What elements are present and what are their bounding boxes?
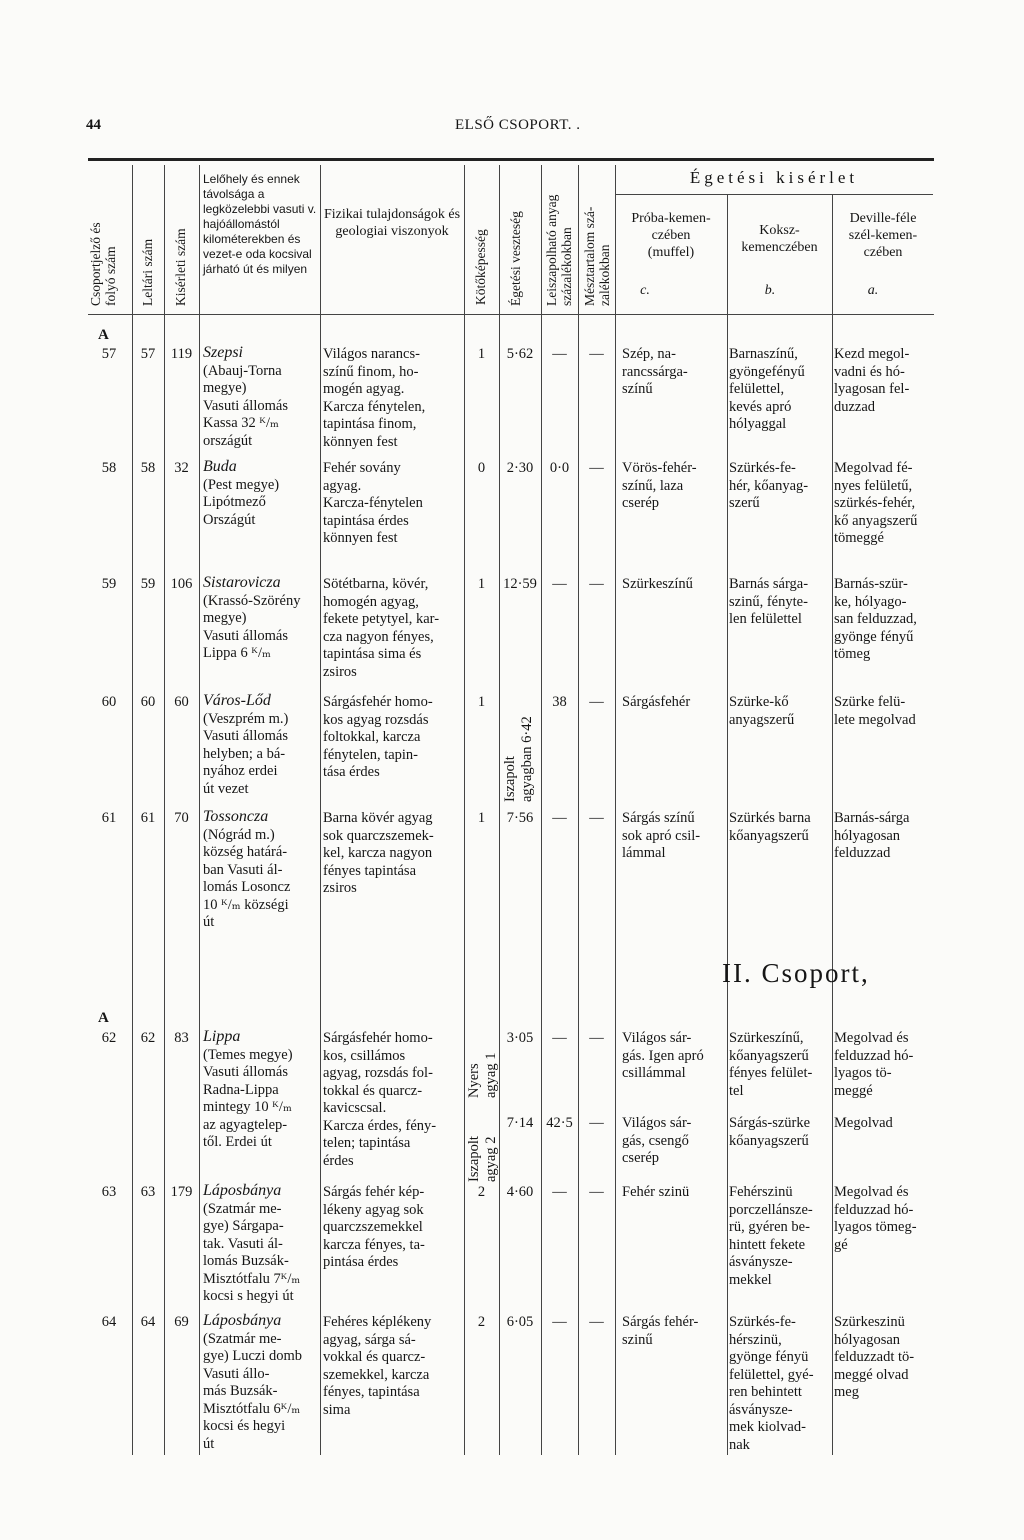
cell-lelohely: [203, 1312, 321, 1453]
cell-koksz: Barnaszínű, gyöngefényű felülettel, kevés apró hólyaggal: [729, 346, 805, 432]
cell-egetesi: 12·59: [503, 576, 537, 592]
cell-mesz: —: [589, 694, 604, 710]
place-detail: (Abauj-Torna megye) Vasuti állomás Kassa 32 ᴷ/ₘ országút: [203, 362, 288, 449]
cell-egetesi: 7·56: [506, 810, 534, 826]
header-proba-letter: c.: [640, 283, 650, 298]
header-egetesi-veszteseg: Égetési veszteség: [508, 211, 523, 306]
header-mesztartalom: Mésztartalom szá- zalékokban: [582, 206, 612, 306]
cell-deville: Megolvad: [834, 1115, 893, 1131]
cell-kiserleti: 119: [170, 346, 193, 362]
cell-deville: Szürke felü- lete megolvad: [834, 694, 916, 728]
cell-leltari: 64: [140, 1314, 156, 1330]
cell-leiszap: 0·0: [549, 460, 570, 476]
place-detail: (Nógrád m.) község határá- ban Vasuti ál- lomás Losoncz 10 ᴷ/ₘ községi út: [203, 826, 291, 930]
cell-leltari: 60: [140, 694, 156, 710]
cell-deville: Barnás-sárga hólyagosan felduzzad: [834, 810, 910, 861]
header-koksz: Koksz- kemenczében: [741, 223, 818, 255]
cell-leltari: 62: [140, 1030, 156, 1046]
cell-fizikai: Sárgásfehér homo- kos agyag rozsdás foltokkal, karcza fénytelen, tapin- tása érdes: [323, 694, 433, 780]
cell-lelohely: [203, 458, 321, 529]
cell-proba: Világos sár- gás. Igen apró csillámmal: [622, 1030, 704, 1081]
cell-egetesi: 5·62: [506, 346, 534, 362]
place-name: Szepsi: [203, 344, 243, 361]
cell-fizikai: Sötétbarna, kövér, homogén agyag, fekete petytyel, kar- cza nagyon fényes, tapintása sima és zsiros: [323, 576, 440, 680]
header-bottom-rule: [88, 314, 934, 315]
page-number: 44: [86, 117, 101, 133]
cell-mesz: —: [589, 1314, 604, 1330]
cell-egetesi: 6·05: [506, 1314, 534, 1330]
place-name: Város-Lőd: [203, 692, 271, 709]
cell-kiserleti: 106: [170, 576, 193, 592]
cell-lelohely: [203, 692, 321, 798]
place-name: Lippa: [203, 1028, 241, 1045]
cell-csoport: 59: [101, 576, 117, 592]
cell-lelohely: [203, 1028, 321, 1152]
cell-kiserleti: 179: [170, 1184, 193, 1200]
header-kiserleti: Kisérleti szám: [173, 228, 188, 306]
cell-koksz: Barnás sárga- szinű, fényte- len felülettel: [729, 576, 809, 627]
group-title: II. Csoport,: [722, 958, 870, 988]
cell-mesz: —: [589, 346, 604, 362]
cell-kiserleti: 32: [174, 460, 189, 476]
cell-fizikai: Fehéres képlékeny agyag, sárga sá- vokkal és quarcz- szemekkel, karcza fényes, tapintása sima: [323, 1314, 432, 1418]
cell-leiszap: 38: [552, 694, 567, 710]
place-detail: (Veszprém m.) Vasuti állomás helyben; a bá- nyához erdei út vezet: [203, 710, 289, 797]
cell-kiserleti: 60: [174, 694, 189, 710]
cell-mesz: —: [589, 1115, 604, 1131]
cell-koksz: Szürke-kő anyagszerű: [729, 694, 795, 728]
cell-csoport: 57: [101, 346, 117, 362]
place-name: Láposbánya: [203, 1312, 282, 1329]
col-rule: [615, 165, 616, 1455]
cell-leiszap: —: [552, 1030, 567, 1046]
top-rule: [88, 158, 934, 161]
cell-koto: 2: [477, 1314, 486, 1330]
cell-leiszap: 42·5: [546, 1115, 573, 1131]
cell-koksz: Fehérszinü porczellánsze- rü, gyéren be- hintett fekete ásványsze- mekkel: [729, 1184, 813, 1288]
header-lelohely: Lelőhely és ennek távolsága a legközelebbi vasuti v. hajóállomástól kilométerekben és vezet-e oda kocsival járható út és milyen: [203, 172, 317, 276]
cell-proba: Fehér szinü: [622, 1184, 690, 1200]
cell-mesz: —: [589, 1184, 604, 1200]
cell-kiserleti: 70: [174, 810, 189, 826]
header-csoport: Csoportjelző és folyó szám: [88, 222, 118, 306]
cell-leiszap: —: [552, 1184, 567, 1200]
cell-mesz: —: [589, 576, 604, 592]
cell-koto-vertical: Nyers agyag 1: [466, 1052, 499, 1098]
cell-fizikai: Világos narancs- színű finom, ho- mogén agyag. Karcza fénytelen, tapintása finom, könnyen fest: [323, 346, 426, 450]
col-rule: [727, 195, 728, 1455]
cell-leiszap: —: [552, 576, 567, 592]
cell-csoport: 60: [101, 694, 117, 710]
place-detail: (Krassó-Szörény megye) Vasuti állomás Lippa 6 ᴷ/ₘ: [203, 592, 301, 661]
section-mark-a: A: [98, 1010, 109, 1026]
cell-mesz: —: [589, 460, 604, 476]
cell-fizikai: Sárgás fehér kép- lékeny agyag sok quarczszemekkel karcza fényes, ta- pintása érdes: [323, 1184, 425, 1270]
cell-egetesi: 7·14: [506, 1115, 534, 1131]
header-deville: Deville-féle szél-kemen- czében: [848, 211, 918, 260]
cell-csoport: 63: [101, 1184, 117, 1200]
place-name: Tossoncza: [203, 808, 269, 825]
header-leltari: Leltári szám: [140, 238, 155, 306]
cell-proba: Sárgás színű sok apró csil- lámmal: [622, 810, 701, 861]
cell-koksz: Szürkés barna kőanyagszerű: [729, 810, 811, 844]
cell-egetesi: 3·05: [506, 1030, 534, 1046]
place-detail: (Temes megye) Vasuti állomás Radna-Lippa mintegy 10 ᴷ/ₘ az agyagtelep- től. Erdei út: [203, 1046, 293, 1150]
cell-proba: Szürkeszínű: [622, 576, 693, 592]
cell-egetesi-vertical: Iszapolt agyagban 6·42: [502, 716, 535, 802]
header-kotokepesseg: Kötőképesség: [473, 229, 488, 305]
header-fizikai: Fizikai tulajdonságok és geologiai viszonyok: [323, 207, 461, 239]
cell-fizikai: Sárgásfehér homo- kos, csillámos agyag, rozsdás fol- tokkal és quarcz- kavicscsal. Karcza érdes, fény- telen; tapintása érdes: [323, 1030, 437, 1169]
header-egetesi-kiserlet: Égetési kisérlet: [689, 168, 859, 187]
cell-koksz: Sárgás-szürke kőanyagszerű: [729, 1115, 811, 1149]
cell-koto: 1: [477, 346, 486, 362]
cell-proba: Sárgás fehér- szinű: [622, 1314, 699, 1348]
header-proba: Próba-kemen- czében (muffel): [631, 211, 711, 260]
cell-csoport: 58: [101, 460, 117, 476]
cell-leltari: 61: [140, 810, 156, 826]
cell-proba: Világos sár- gás, csengő cserép: [622, 1115, 692, 1166]
cell-koto: 1: [477, 576, 486, 592]
cell-kiserleti: 83: [174, 1030, 189, 1046]
cell-leiszap: —: [552, 346, 567, 362]
header-leiszapolhato: Leiszapolható anyag százalékokban: [544, 194, 574, 306]
cell-koto: 1: [477, 810, 486, 826]
cell-deville: Szürkeszinü hólyagosan felduzzadt tö- meggé olvad meg: [834, 1314, 915, 1400]
place-name: Láposbánya: [203, 1182, 282, 1199]
col-rule: [832, 195, 833, 1455]
cell-deville: Megolvad és felduzzad hó- lyagos tömeg- gé: [834, 1184, 917, 1253]
cell-kiserleti: 69: [174, 1314, 189, 1330]
place-name: Buda: [203, 458, 237, 475]
running-head: ELSŐ CSOPORT. .: [455, 117, 581, 133]
place-detail: (Szatmár me- gye) Luczi domb Vasuti állo- más Buzsák- Misztótfalu 6ᴷ/ₘ kocsi és hegyi út: [203, 1330, 303, 1452]
subheader-rule: [615, 194, 933, 195]
cell-lelohely: [203, 808, 321, 932]
cell-fizikai: Fehér sovány agyag. Karcza-fénytelen tapintása érdes könnyen fest: [323, 460, 423, 546]
cell-koto: 1: [477, 694, 486, 710]
cell-leltari: 63: [140, 1184, 156, 1200]
cell-deville: Megolvad fé- nyes felületű, szürkés-fehér, kő anyagszerű tömeggé: [834, 460, 918, 546]
cell-proba: Vörös-fehér- színű, laza cserép: [622, 460, 697, 511]
cell-mesz: —: [589, 1030, 604, 1046]
cell-lelohely: [203, 1182, 321, 1306]
cell-fizikai: Barna kövér agyag sok quarczszemek- kel, karcza nagyon fényes tapintása zsiros: [323, 810, 434, 896]
place-name: Sistarovicza: [203, 574, 281, 591]
cell-lelohely: [203, 574, 321, 663]
cell-csoport: 64: [101, 1314, 117, 1330]
col-rule: [199, 165, 200, 1455]
cell-koksz: Szürkés-fe- hérszinü, gyönge fényü felülettel, gyé- ren behintett ásványsze- mek kiolvad- nak: [729, 1314, 814, 1453]
cell-egetesi: 2·30: [506, 460, 534, 476]
cell-lelohely: [203, 344, 321, 450]
cell-deville: Megolvad és felduzzad hó- lyagos tö- meggé: [834, 1030, 914, 1099]
cell-egetesi: 4·60: [506, 1184, 534, 1200]
cell-leiszap: —: [552, 1314, 567, 1330]
cell-deville: Kezd megol- vadni és hó- lyagosan fel- duzzad: [834, 346, 910, 415]
cell-proba: Sárgásfehér: [622, 694, 691, 710]
cell-koksz: Szürkeszínű, kőanyagszerű fényes felület- tel: [729, 1030, 813, 1099]
cell-deville: Barnás-szür- ke, hólyago- san felduzzad, gyönge fényű tömeg: [834, 576, 917, 662]
place-detail: (Pest megye) Lipótmező Országút: [203, 476, 280, 528]
header-deville-letter: a.: [867, 283, 879, 298]
place-detail: (Szatmár me- gye) Sárgapa- tak. Vasuti ál- lomás Buzsák- Misztótfalu 7ᴷ/ₘ kocsi s hegyi út: [203, 1200, 301, 1304]
cell-leltari: 58: [140, 460, 156, 476]
cell-leltari: 59: [140, 576, 156, 592]
cell-leiszap: —: [552, 810, 567, 826]
cell-csoport: 61: [101, 810, 117, 826]
cell-csoport: 62: [101, 1030, 117, 1046]
cell-mesz: —: [589, 810, 604, 826]
cell-koto: 2: [477, 1184, 486, 1200]
header-koksz-letter: b.: [764, 283, 776, 298]
cell-koto-vertical: Iszapolt agyag 2: [466, 1136, 499, 1182]
cell-koksz: Szürkés-fe- hér, kőanyag- szerű: [729, 460, 809, 511]
section-mark-a: A: [98, 327, 109, 343]
cell-proba: Szép, na- rancssárga- színű: [622, 346, 688, 397]
cell-leltari: 57: [140, 346, 156, 362]
cell-koto: 0: [477, 460, 486, 476]
